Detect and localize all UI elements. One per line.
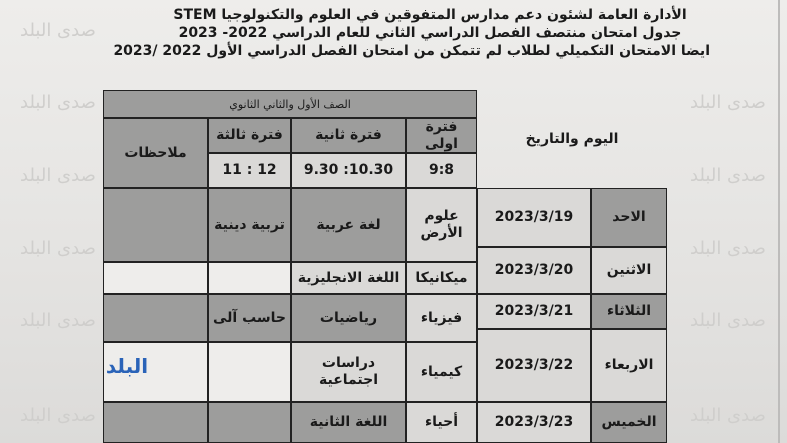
row-5-period-1: أحياء [406, 402, 477, 443]
row-2-notes [103, 262, 208, 294]
row-5-date: 2023/3/23 [477, 402, 591, 443]
watermark: صدى البلد [20, 92, 96, 113]
page-edge [778, 0, 780, 443]
day-date-header: اليوم والتاريخ [525, 130, 619, 147]
row-2-period-1: ميكانيكا [406, 262, 477, 294]
logo-text: البلد [105, 354, 149, 378]
exam-schedule-table [103, 90, 667, 443]
row-1-period-3: تربية دينية [208, 188, 291, 262]
row-3-date: 2023/3/21 [477, 294, 591, 329]
watermark: صدى البلد [690, 238, 766, 259]
watermark: صدى البلد [20, 238, 96, 259]
row-2-date: 2023/3/20 [477, 247, 591, 294]
elbalad-logo [92, 348, 162, 384]
row-5-period-3 [208, 402, 291, 443]
row-2-period-2: اللغة الانجليزية [291, 262, 406, 294]
row-1-date: 2023/3/19 [477, 188, 591, 247]
document-header [113, 6, 710, 60]
period-1-time: 9:8 [406, 153, 477, 188]
watermark: صدى البلد [690, 165, 766, 186]
row-4-period-2: دراسات اجتماعية [291, 342, 406, 402]
row-3-period-1: فيزياء [406, 294, 477, 342]
row-3-day: الثلاثاء [591, 294, 667, 329]
period-3-name: فترة ثالثة [208, 118, 291, 153]
watermark: صدى البلد [20, 165, 96, 186]
notes-header: ملاحظات [103, 118, 208, 188]
row-5-day: الخميس [591, 402, 667, 443]
header-line-2: جدول امتحان منتصف الفصل الدراسي الثاني للعام الدراسي 2022- 2023 [178, 25, 682, 41]
row-3-period-3: حاسب آلى [208, 294, 291, 342]
row-4-period-1: كيمياء [406, 342, 477, 402]
row-2-period-3 [208, 262, 291, 294]
watermark: صدى البلد [20, 310, 96, 331]
row-5-notes [103, 402, 208, 443]
row-1-day: الاحد [591, 188, 667, 247]
period-1-name: فترة اولى [406, 118, 477, 153]
header-line-1: الأدارة العامة لشئون دعم مدارس المتفوقين في العلوم والتكنولوجيا STEM [173, 7, 687, 23]
row-5-period-2: اللغة الثانية [291, 402, 406, 443]
row-4-date: 2023/3/22 [477, 329, 591, 402]
row-3-period-2: رياضيات [291, 294, 406, 342]
watermark: صدى البلد [690, 405, 766, 426]
row-2-day: الاثنين [591, 247, 667, 294]
period-2-time: 10.30: 9.30 [291, 153, 406, 188]
period-2-name: فترة ثانية [291, 118, 406, 153]
row-1-period-2: لغة عربية [291, 188, 406, 262]
row-3-notes [103, 294, 208, 342]
watermark: صدى البلد [690, 310, 766, 331]
row-1-period-1: علوم الأرض [406, 188, 477, 262]
period-3-time: 12 : 11 [208, 153, 291, 188]
row-4-period-3 [208, 342, 291, 402]
watermark: صدى البلد [20, 20, 96, 41]
header-line-3: ايضا الامتحان التكميلي لطلاب لم تتمكن من امتحان الفصل الدراسي الأول 2022 /2023 [113, 43, 710, 59]
watermark: صدى البلد [20, 405, 96, 426]
watermark: صدى البلد [690, 92, 766, 113]
grade-label: الصف الأول والثاني الثانوي [103, 90, 477, 118]
row-1-notes [103, 188, 208, 262]
row-4-day: الاربعاء [591, 329, 667, 402]
